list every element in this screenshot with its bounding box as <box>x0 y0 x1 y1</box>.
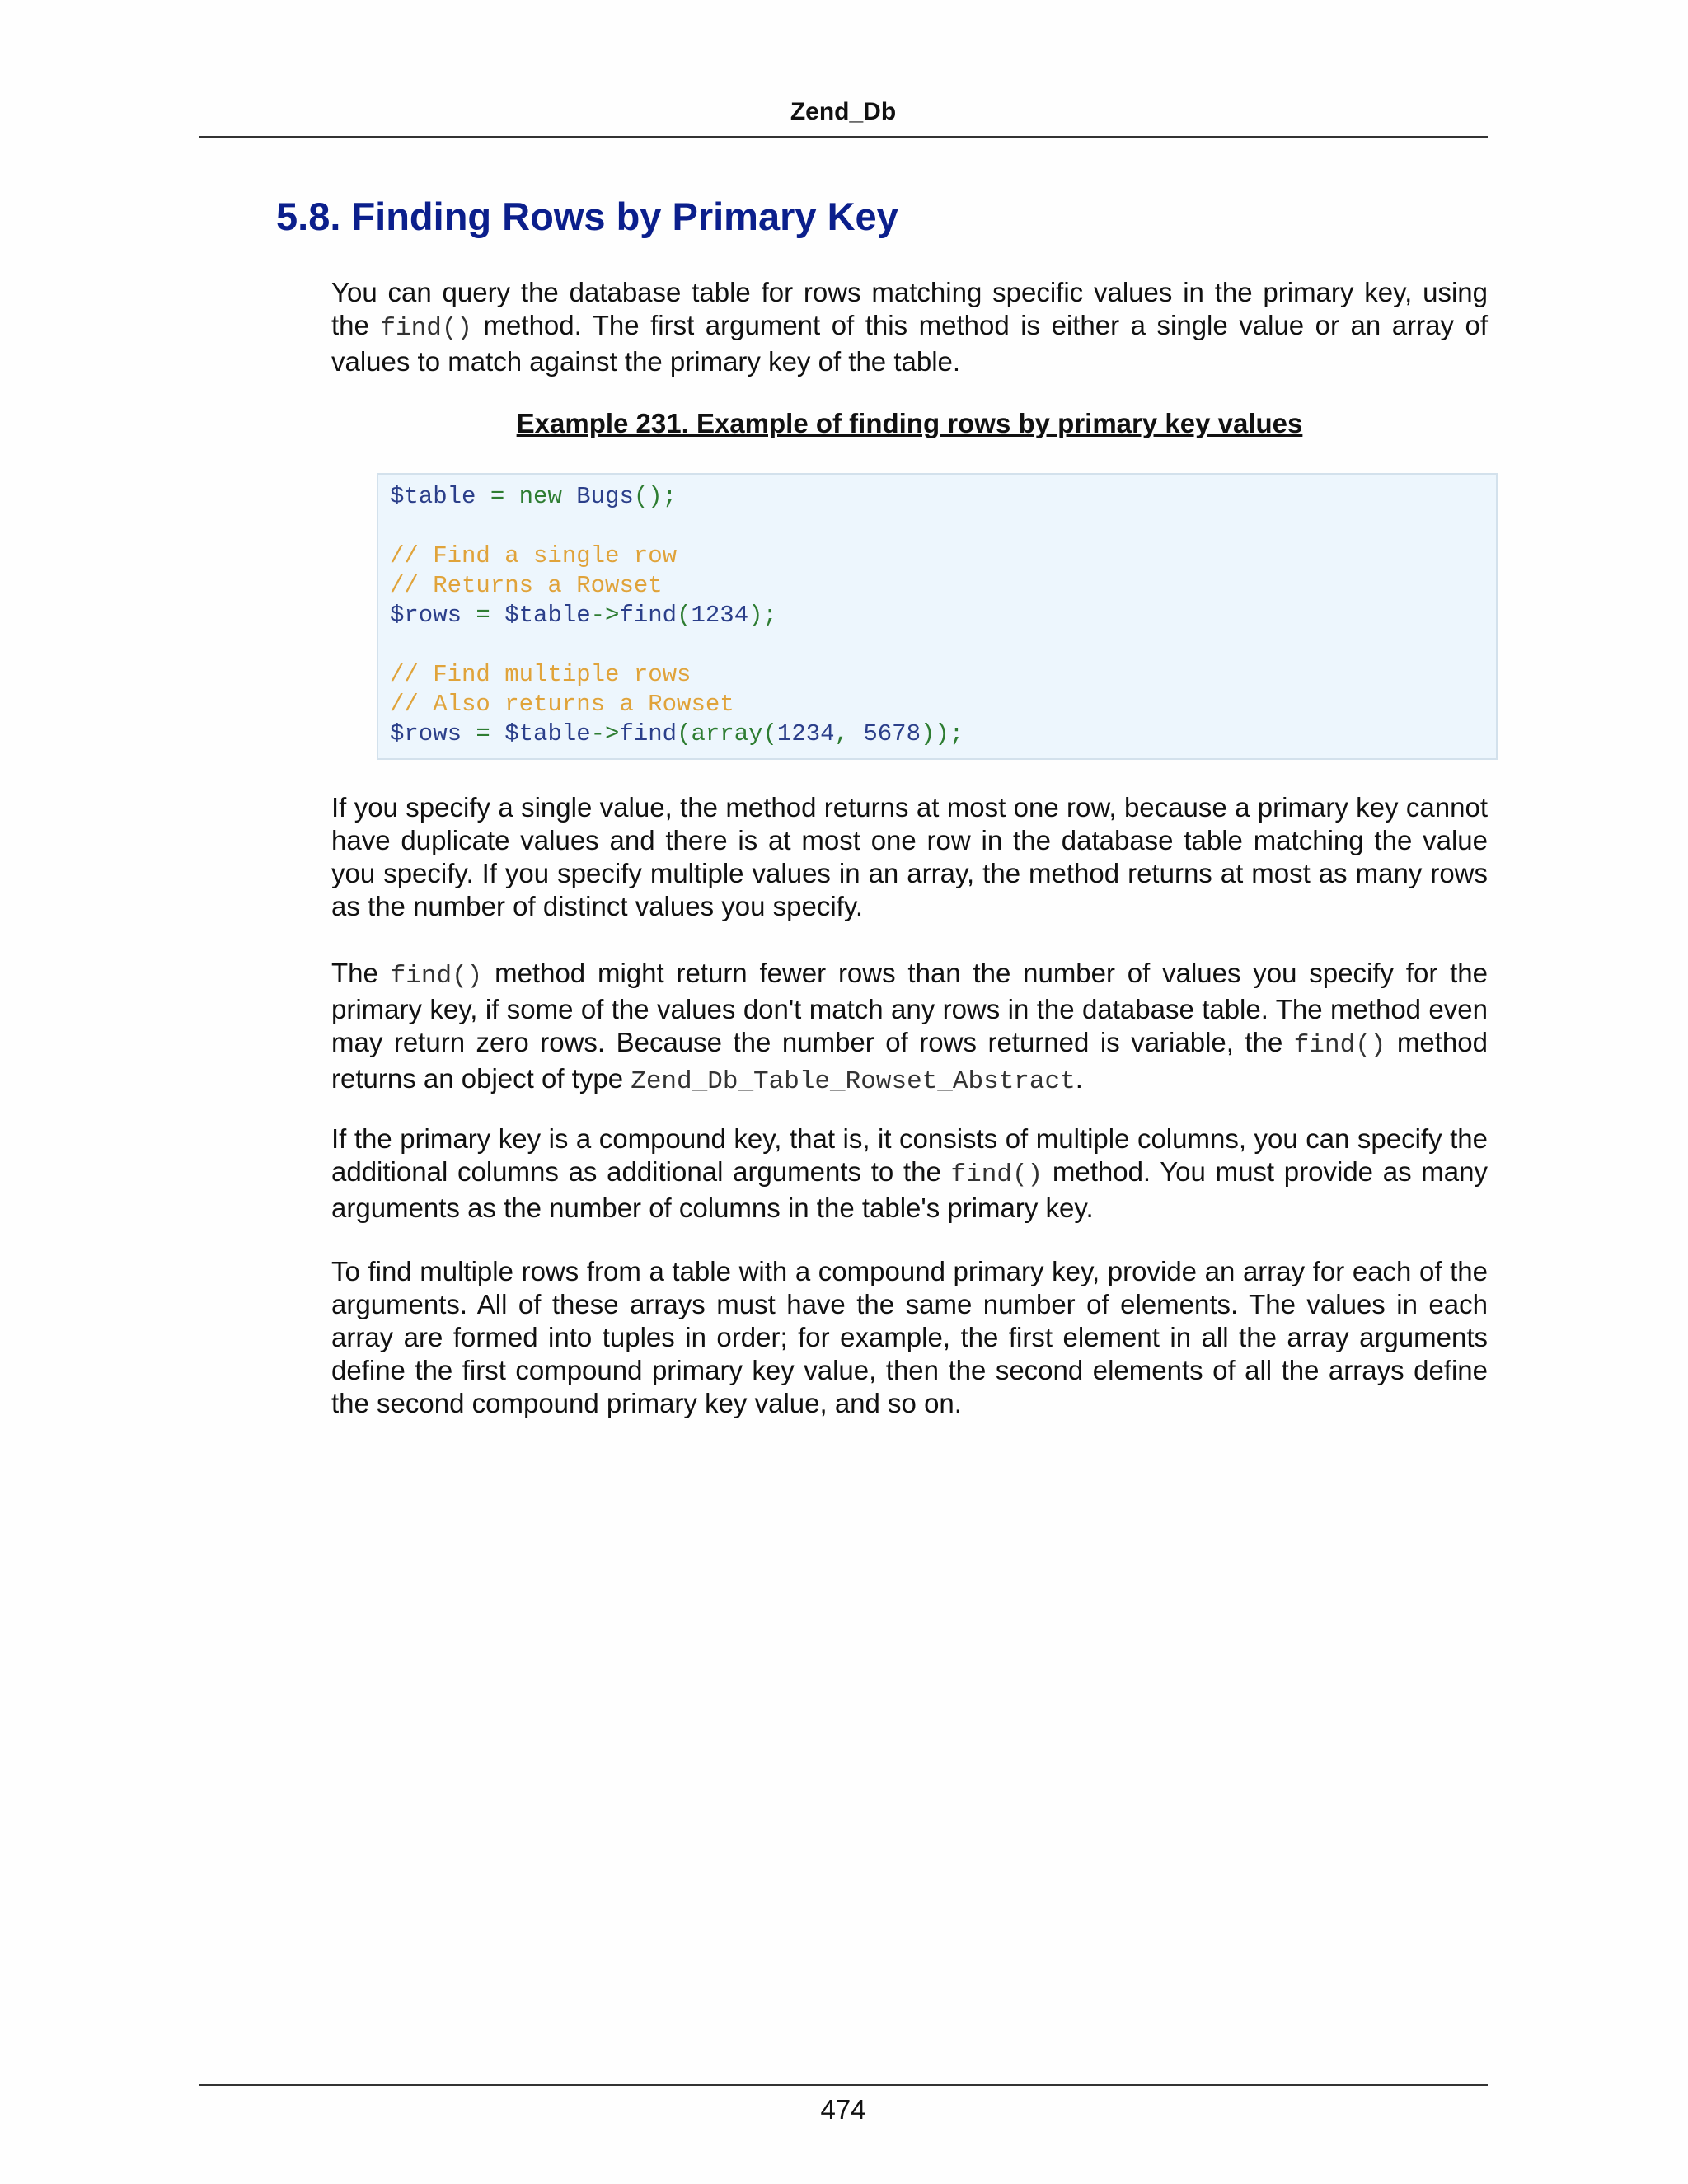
inline-code-find: find() <box>1293 1031 1386 1060</box>
code-comment: // Returns a Rowset <box>390 572 663 599</box>
example-title: Example 231. Example of finding rows by primary key values <box>516 408 1303 438</box>
intro-paragraph: You can query the database table for rows matching specific values in the primary key, using the find() method. The first argument of this method is either a single value or an array of values to match against the primary key of the table. <box>331 277 1488 377</box>
code-comment: // Find multiple rows <box>390 661 692 688</box>
page-number: 474 <box>820 2094 866 2125</box>
inline-code-find: find() <box>950 1160 1043 1189</box>
code-line: $rows = $table->find(array(1234, 5678)); <box>390 720 964 748</box>
section-title: 5.8. Finding Rows by Primary Key <box>276 194 898 238</box>
paragraph-multiple-compound-rows: To find multiple rows from a table with a compound primary key, provide an array for each of the arguments. All of these arrays must have the same number of elements. The values in each array are formed into tuples in order; for example, the first element in all the array arguments define the first compound primary key value, then the second elements of all the arrays define the second compound primary key value, and so on. <box>331 1256 1488 1418</box>
header-rule <box>199 136 1488 138</box>
inline-code-rowset-class: Zend_Db_Table_Rowset_Abstract <box>631 1067 1076 1096</box>
paragraph-fewer-rows: The find() method might return fewer rows than the number of values you specify for the primary key, if some of the values don't match any rows in the database table. The method even may return zero rows. Because the number of rows returned is variable, the find() method returns an object of type Zend_Db_Table_Rowset_Abstract. <box>331 958 1488 1096</box>
running-header: Zend_Db <box>790 98 897 125</box>
code-comment: // Find a single row <box>390 542 678 569</box>
code-line-blank <box>390 512 1484 541</box>
code-line: $rows = $table->find(1234); <box>390 602 777 629</box>
inline-code-find: find() <box>390 962 483 991</box>
paragraph-single-value: If you specify a single value, the method returns at most one row, because a primary key cannot have duplicate values and there is at most one row in the database table matching the value you specify. If you specify multiple values in an array, the method returns at most as many rows as the number of distinct values you specify. <box>331 792 1488 921</box>
code-comment: // Also returns a Rowset <box>390 691 734 718</box>
code-line: $table = new Bugs(); <box>390 483 678 510</box>
code-example-block <box>377 473 1498 760</box>
code-line-blank <box>390 630 1484 660</box>
inline-code-find: find() <box>380 314 473 343</box>
footer-rule <box>199 2084 1488 2086</box>
paragraph-compound-key: If the primary key is a compound key, that is, it consists of multiple columns, you can specify the additional columns as additional arguments to the find() method. You must provide as many arguments as the number of columns in the table's primary key. <box>331 1123 1488 1223</box>
